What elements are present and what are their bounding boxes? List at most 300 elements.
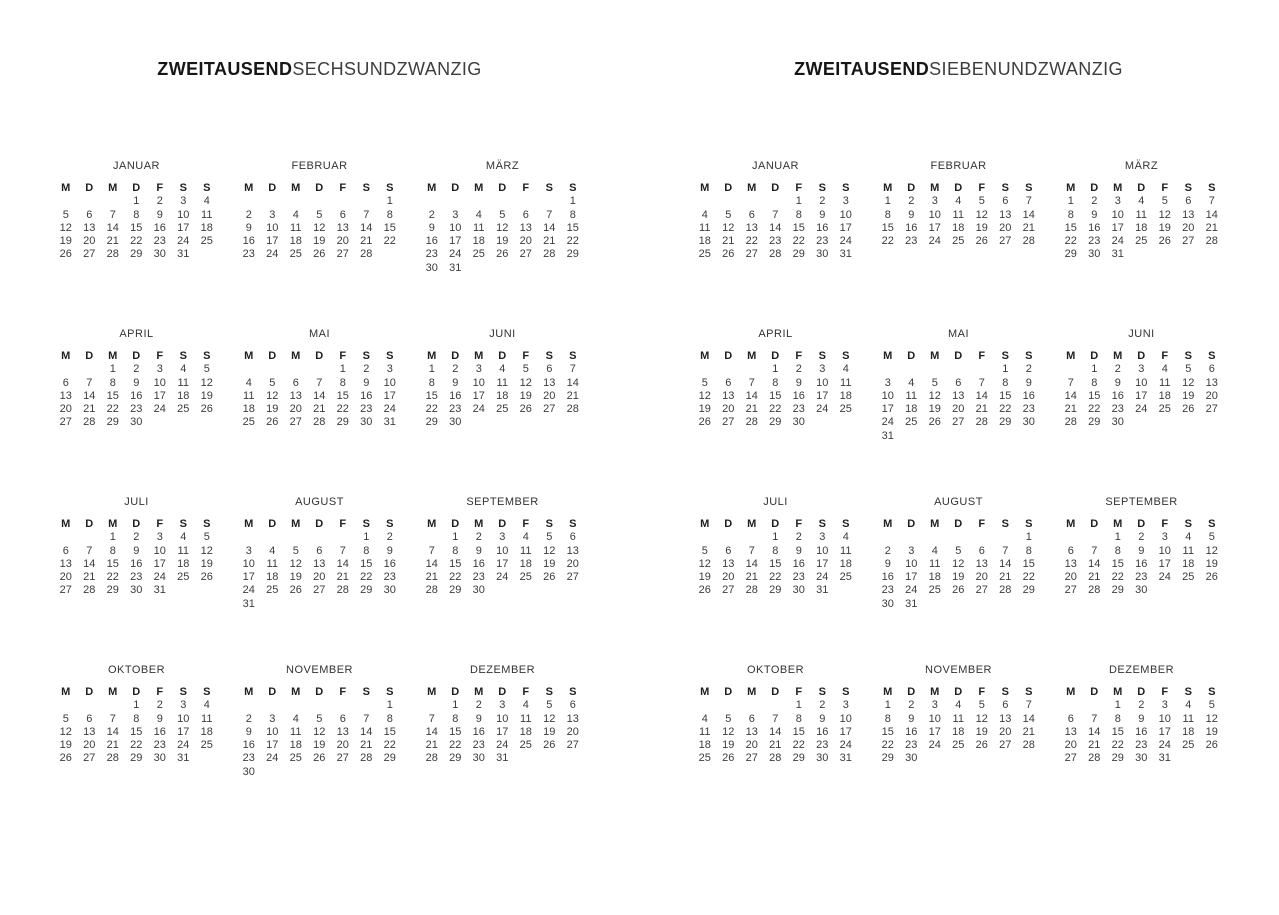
day-cell: 2 bbox=[156, 699, 163, 712]
day-cell: 27 bbox=[83, 752, 96, 765]
day-cell: 4 bbox=[1185, 531, 1192, 544]
day-cell: 28 bbox=[83, 584, 96, 597]
weekday-header-row bbox=[1059, 686, 1224, 699]
day-cell: 2 bbox=[245, 712, 252, 725]
day-cell: 16 bbox=[130, 557, 143, 570]
day-cell: 9 bbox=[133, 544, 140, 557]
weekday-header: F bbox=[795, 182, 803, 194]
year-title-bold: ZWEITAUSEND bbox=[794, 59, 930, 79]
day-cell: 2 bbox=[884, 544, 891, 557]
year-block-left bbox=[0, 0, 639, 915]
day-cell: 26 bbox=[266, 416, 279, 429]
day-cell: 5 bbox=[62, 208, 69, 221]
month-inner bbox=[1059, 160, 1224, 262]
week-row bbox=[876, 390, 1041, 403]
day-cell: 8 bbox=[133, 712, 140, 725]
weekday-header-row bbox=[237, 182, 402, 195]
day-cell: 18 bbox=[200, 221, 213, 234]
weekday-header: D bbox=[85, 686, 94, 698]
month-name: JUNI bbox=[489, 328, 516, 340]
day-cell: 2 bbox=[133, 363, 140, 376]
day-cell: 21 bbox=[425, 571, 438, 584]
weekday-header: M bbox=[474, 350, 484, 362]
day-cell: 17 bbox=[242, 571, 255, 584]
weekday-header: D bbox=[907, 686, 916, 698]
empty-day-cell bbox=[834, 416, 858, 429]
weekday-header-row bbox=[420, 182, 585, 195]
month-inner bbox=[1059, 496, 1224, 598]
day-cell: 28 bbox=[106, 752, 119, 765]
day-cell: 11 bbox=[496, 376, 508, 389]
day-cell: 13 bbox=[59, 389, 72, 402]
day-cell: 7 bbox=[428, 544, 435, 557]
day-cell: 19 bbox=[59, 235, 72, 248]
empty-day-cell bbox=[970, 598, 994, 611]
empty-day-cell bbox=[923, 430, 947, 443]
week-row bbox=[1059, 248, 1224, 261]
day-cell: 29 bbox=[449, 752, 462, 765]
empty-day-cell bbox=[876, 531, 900, 544]
weekday-header: S bbox=[1184, 518, 1192, 530]
day-cell: 15 bbox=[881, 221, 894, 234]
day-cell: 8 bbox=[1002, 376, 1009, 389]
day-cell: 23 bbox=[816, 235, 829, 248]
day-cell: 3 bbox=[842, 699, 849, 712]
weekday-header: D bbox=[771, 350, 780, 362]
day-cell: 9 bbox=[452, 376, 459, 389]
week-row bbox=[1059, 403, 1224, 416]
weekday-header: M bbox=[244, 686, 254, 698]
day-cell: 3 bbox=[931, 699, 938, 712]
day-cell: 4 bbox=[269, 544, 276, 557]
weekday-header: F bbox=[522, 182, 530, 194]
empty-day-cell bbox=[1200, 584, 1224, 597]
day-cell: 17 bbox=[177, 725, 190, 738]
day-cell: 26 bbox=[543, 739, 556, 752]
empty-day-cell bbox=[900, 531, 924, 544]
day-cell: 17 bbox=[1158, 725, 1171, 738]
day-cell: 23 bbox=[905, 235, 918, 248]
day-cell: 17 bbox=[881, 403, 894, 416]
day-cell: 8 bbox=[452, 544, 459, 557]
day-cell: 13 bbox=[1205, 376, 1218, 389]
month-name: MAI bbox=[308, 328, 331, 340]
day-cell: 31 bbox=[383, 416, 396, 429]
day-cell: 18 bbox=[519, 725, 532, 738]
weekday-header: F bbox=[1161, 686, 1169, 698]
day-cell: 11 bbox=[201, 712, 213, 725]
week-row bbox=[54, 699, 219, 712]
weekday-header: S bbox=[1208, 686, 1216, 698]
day-cell: 24 bbox=[472, 403, 485, 416]
empty-day-cell bbox=[331, 531, 355, 544]
empty-day-cell bbox=[355, 598, 379, 611]
week-row bbox=[54, 209, 219, 222]
week-row bbox=[1059, 584, 1224, 597]
weekday-header: M bbox=[61, 182, 71, 194]
week-row bbox=[1059, 531, 1224, 544]
day-cell: 20 bbox=[336, 235, 349, 248]
day-cell: 7 bbox=[748, 544, 755, 557]
week-row bbox=[237, 584, 402, 597]
weekday-header: D bbox=[724, 518, 733, 530]
day-cell: 8 bbox=[1067, 208, 1074, 221]
week-row bbox=[54, 531, 219, 544]
day-cell: 13 bbox=[999, 712, 1012, 725]
day-cell: 23 bbox=[792, 403, 805, 416]
day-cell: 25 bbox=[496, 403, 509, 416]
empty-day-cell bbox=[693, 699, 717, 712]
empty-day-cell bbox=[420, 699, 444, 712]
day-cell: 11 bbox=[243, 389, 255, 402]
day-cell: 31 bbox=[177, 248, 190, 261]
day-cell: 11 bbox=[473, 221, 485, 234]
day-cell: 2 bbox=[1138, 699, 1145, 712]
week-row bbox=[237, 598, 402, 611]
weekday-header: M bbox=[108, 350, 118, 362]
day-cell: 3 bbox=[499, 531, 506, 544]
day-cell: 2 bbox=[428, 208, 435, 221]
weekday-header: S bbox=[842, 518, 850, 530]
day-cell: 23 bbox=[472, 571, 485, 584]
empty-day-cell bbox=[561, 584, 585, 597]
empty-day-cell bbox=[308, 699, 332, 712]
weekday-header: F bbox=[156, 518, 164, 530]
weekday-header: M bbox=[883, 518, 893, 530]
day-cell: 19 bbox=[543, 557, 556, 570]
weekday-header: S bbox=[545, 350, 553, 362]
empty-day-cell bbox=[1130, 416, 1154, 429]
empty-day-cell bbox=[994, 752, 1018, 765]
day-cell: 20 bbox=[289, 403, 302, 416]
day-cell: 15 bbox=[130, 725, 143, 738]
month-inner bbox=[693, 496, 858, 598]
day-cell: 12 bbox=[698, 557, 711, 570]
day-cell: 20 bbox=[975, 571, 988, 584]
week-row bbox=[237, 713, 402, 726]
day-cell: 27 bbox=[745, 752, 758, 765]
weekday-header: F bbox=[795, 518, 803, 530]
empty-day-cell bbox=[308, 766, 332, 779]
empty-day-cell bbox=[148, 416, 172, 429]
day-cell: 17 bbox=[905, 571, 918, 584]
day-cell: 10 bbox=[242, 557, 255, 570]
empty-day-cell bbox=[923, 752, 947, 765]
day-cell: 16 bbox=[472, 725, 485, 738]
day-cell: 20 bbox=[1064, 571, 1077, 584]
week-row bbox=[876, 377, 1041, 390]
weekday-header: D bbox=[268, 182, 277, 194]
week-row bbox=[420, 713, 585, 726]
day-cell: 4 bbox=[1185, 699, 1192, 712]
week-row bbox=[1059, 752, 1224, 765]
day-cell: 21 bbox=[1088, 739, 1101, 752]
day-cell: 12 bbox=[1182, 376, 1195, 389]
month-name: MÄRZ bbox=[1124, 160, 1159, 172]
month-block bbox=[411, 328, 594, 496]
day-cell: 5 bbox=[316, 712, 323, 725]
day-cell: 31 bbox=[839, 752, 852, 765]
weekday-header: M bbox=[244, 518, 254, 530]
day-cell: 31 bbox=[905, 597, 918, 610]
day-cell: 6 bbox=[725, 376, 732, 389]
empty-day-cell bbox=[308, 363, 332, 376]
day-cell: 4 bbox=[522, 531, 529, 544]
month-block bbox=[684, 160, 867, 328]
day-cell: 15 bbox=[1111, 725, 1124, 738]
day-cell: 12 bbox=[59, 725, 72, 738]
day-cell: 3 bbox=[1161, 531, 1168, 544]
day-cell: 19 bbox=[266, 403, 279, 416]
day-cell: 27 bbox=[745, 248, 758, 261]
day-cell: 28 bbox=[336, 584, 349, 597]
weekday-header: D bbox=[907, 350, 916, 362]
week-row bbox=[1059, 558, 1224, 571]
day-cell: 17 bbox=[266, 235, 279, 248]
day-cell: 12 bbox=[975, 712, 988, 725]
day-cell: 13 bbox=[59, 557, 72, 570]
empty-day-cell bbox=[876, 363, 900, 376]
day-cell: 10 bbox=[905, 557, 918, 570]
weekday-header: M bbox=[700, 686, 710, 698]
empty-day-cell bbox=[308, 598, 332, 611]
day-cell: 27 bbox=[999, 739, 1012, 752]
weekday-header: F bbox=[522, 686, 530, 698]
weekday-header: S bbox=[545, 182, 553, 194]
weekday-header: S bbox=[569, 686, 577, 698]
empty-day-cell bbox=[467, 262, 491, 275]
day-cell: 13 bbox=[336, 221, 349, 234]
day-cell: 20 bbox=[566, 725, 579, 738]
day-cell: 22 bbox=[1022, 571, 1035, 584]
day-cell: 16 bbox=[816, 221, 829, 234]
empty-day-cell bbox=[491, 416, 515, 429]
weekday-header: M bbox=[1066, 182, 1076, 194]
day-cell: 30 bbox=[242, 765, 255, 778]
week-row bbox=[693, 726, 858, 739]
day-cell: 25 bbox=[177, 403, 190, 416]
year-title bbox=[639, 58, 1278, 80]
day-cell: 7 bbox=[1091, 712, 1098, 725]
day-cell: 8 bbox=[452, 712, 459, 725]
day-cell: 13 bbox=[975, 557, 988, 570]
day-cell: 27 bbox=[1064, 584, 1077, 597]
empty-day-cell bbox=[195, 752, 219, 765]
day-cell: 25 bbox=[266, 584, 279, 597]
week-row bbox=[693, 571, 858, 584]
week-row bbox=[693, 416, 858, 429]
weekday-header: M bbox=[747, 182, 757, 194]
day-cell: 24 bbox=[177, 739, 190, 752]
week-row bbox=[420, 248, 585, 261]
day-cell: 9 bbox=[795, 544, 802, 557]
week-row bbox=[237, 416, 402, 429]
week-row bbox=[1059, 699, 1224, 712]
year-title-rest: SIEBENUNDZWANZIG bbox=[929, 59, 1123, 79]
day-cell: 6 bbox=[546, 363, 553, 376]
day-cell: 15 bbox=[425, 389, 438, 402]
day-cell: 4 bbox=[842, 531, 849, 544]
day-cell: 29 bbox=[1111, 752, 1124, 765]
day-cell: 24 bbox=[266, 248, 279, 261]
day-cell: 28 bbox=[1205, 235, 1218, 248]
weekday-header: F bbox=[339, 182, 347, 194]
day-cell: 21 bbox=[83, 571, 96, 584]
day-cell: 9 bbox=[908, 208, 915, 221]
day-cell: 15 bbox=[1022, 557, 1035, 570]
day-cell: 12 bbox=[59, 221, 72, 234]
day-cell: 1 bbox=[884, 699, 891, 712]
day-cell: 19 bbox=[289, 571, 302, 584]
day-cell: 22 bbox=[792, 235, 805, 248]
day-cell: 27 bbox=[566, 571, 579, 584]
day-cell: 20 bbox=[83, 739, 96, 752]
month-block bbox=[411, 160, 594, 328]
day-cell: 2 bbox=[475, 699, 482, 712]
weekday-header: D bbox=[132, 350, 141, 362]
day-cell: 6 bbox=[1067, 712, 1074, 725]
weekday-header: D bbox=[724, 686, 733, 698]
day-cell: 14 bbox=[360, 725, 373, 738]
day-cell: 5 bbox=[499, 208, 506, 221]
week-row bbox=[420, 558, 585, 571]
day-cell: 7 bbox=[546, 208, 553, 221]
day-cell: 13 bbox=[566, 544, 579, 557]
day-cell: 6 bbox=[569, 699, 576, 712]
day-cell: 2 bbox=[1138, 531, 1145, 544]
week-row bbox=[54, 571, 219, 584]
empty-day-cell bbox=[1200, 416, 1224, 429]
day-cell: 9 bbox=[795, 376, 802, 389]
day-cell: 23 bbox=[449, 403, 462, 416]
day-cell: 11 bbox=[952, 712, 964, 725]
day-cell: 16 bbox=[881, 571, 894, 584]
weekday-header: M bbox=[1113, 182, 1123, 194]
day-cell: 30 bbox=[153, 752, 166, 765]
day-cell: 1 bbox=[386, 195, 393, 208]
day-cell: 22 bbox=[449, 571, 462, 584]
day-cell: 13 bbox=[745, 221, 758, 234]
week-row bbox=[876, 416, 1041, 429]
empty-day-cell bbox=[331, 699, 355, 712]
weekday-header: M bbox=[883, 350, 893, 362]
month-name: APRIL bbox=[758, 328, 793, 340]
day-cell: 5 bbox=[62, 712, 69, 725]
weekday-header: D bbox=[268, 686, 277, 698]
empty-day-cell bbox=[261, 363, 285, 376]
day-cell: 6 bbox=[1002, 195, 1009, 208]
month-inner bbox=[876, 664, 1041, 766]
day-cell: 30 bbox=[792, 416, 805, 429]
week-row bbox=[54, 726, 219, 739]
weekday-header: D bbox=[907, 518, 916, 530]
day-cell: 26 bbox=[722, 752, 735, 765]
day-cell: 5 bbox=[316, 208, 323, 221]
day-cell: 21 bbox=[360, 235, 373, 248]
day-cell: 6 bbox=[1185, 195, 1192, 208]
weekday-header: D bbox=[315, 182, 324, 194]
weekday-header: F bbox=[522, 350, 530, 362]
weekday-header: M bbox=[747, 518, 757, 530]
day-cell: 19 bbox=[722, 739, 735, 752]
week-row bbox=[876, 195, 1041, 208]
month-name: OKTOBER bbox=[746, 664, 805, 676]
day-cell: 19 bbox=[698, 403, 711, 416]
day-cell: 31 bbox=[177, 752, 190, 765]
weekday-header: M bbox=[1066, 686, 1076, 698]
day-cell: 22 bbox=[383, 235, 396, 248]
day-cell: 1 bbox=[133, 699, 140, 712]
empty-day-cell bbox=[947, 752, 971, 765]
day-cell: 4 bbox=[1161, 363, 1168, 376]
day-cell: 15 bbox=[1064, 221, 1077, 234]
day-cell: 24 bbox=[153, 571, 166, 584]
day-cell: 3 bbox=[499, 699, 506, 712]
day-cell: 12 bbox=[496, 221, 509, 234]
day-cell: 3 bbox=[245, 544, 252, 557]
day-cell: 21 bbox=[1022, 725, 1035, 738]
day-cell: 2 bbox=[795, 531, 802, 544]
day-cell: 30 bbox=[472, 752, 485, 765]
day-cell: 13 bbox=[745, 725, 758, 738]
weekday-header: S bbox=[1001, 686, 1009, 698]
month-block bbox=[1050, 160, 1233, 328]
day-cell: 13 bbox=[1064, 557, 1077, 570]
empty-day-cell bbox=[561, 416, 585, 429]
day-cell: 22 bbox=[425, 403, 438, 416]
day-cell: 1 bbox=[363, 531, 370, 544]
month-inner bbox=[54, 496, 219, 598]
empty-day-cell bbox=[308, 195, 332, 208]
day-cell: 14 bbox=[566, 376, 579, 389]
empty-day-cell bbox=[1083, 531, 1107, 544]
day-cell: 26 bbox=[1158, 235, 1171, 248]
day-cell: 9 bbox=[386, 544, 393, 557]
week-row bbox=[420, 262, 585, 275]
week-row bbox=[54, 545, 219, 558]
weekday-header-row bbox=[1059, 182, 1224, 195]
day-cell: 18 bbox=[905, 403, 918, 416]
day-cell: 28 bbox=[360, 752, 373, 765]
week-row bbox=[693, 248, 858, 261]
empty-day-cell bbox=[237, 195, 261, 208]
week-row bbox=[420, 377, 585, 390]
day-cell: 29 bbox=[1088, 416, 1101, 429]
day-cell: 28 bbox=[745, 584, 758, 597]
day-cell: 6 bbox=[955, 376, 962, 389]
day-cell: 11 bbox=[177, 544, 189, 557]
day-cell: 25 bbox=[952, 235, 965, 248]
weekday-header: F bbox=[795, 350, 803, 362]
day-cell: 6 bbox=[62, 544, 69, 557]
day-cell: 10 bbox=[472, 376, 485, 389]
day-cell: 14 bbox=[83, 557, 96, 570]
day-cell: 5 bbox=[546, 531, 553, 544]
day-cell: 26 bbox=[722, 248, 735, 261]
empty-day-cell bbox=[172, 584, 196, 597]
week-row bbox=[237, 766, 402, 779]
month-inner bbox=[54, 160, 219, 262]
day-cell: 9 bbox=[819, 208, 826, 221]
empty-day-cell bbox=[947, 430, 971, 443]
week-row bbox=[1059, 209, 1224, 222]
weekday-header: M bbox=[427, 182, 437, 194]
day-cell: 19 bbox=[543, 725, 556, 738]
day-cell: 27 bbox=[722, 584, 735, 597]
empty-day-cell bbox=[101, 699, 125, 712]
empty-day-cell bbox=[172, 416, 196, 429]
day-cell: 21 bbox=[745, 571, 758, 584]
